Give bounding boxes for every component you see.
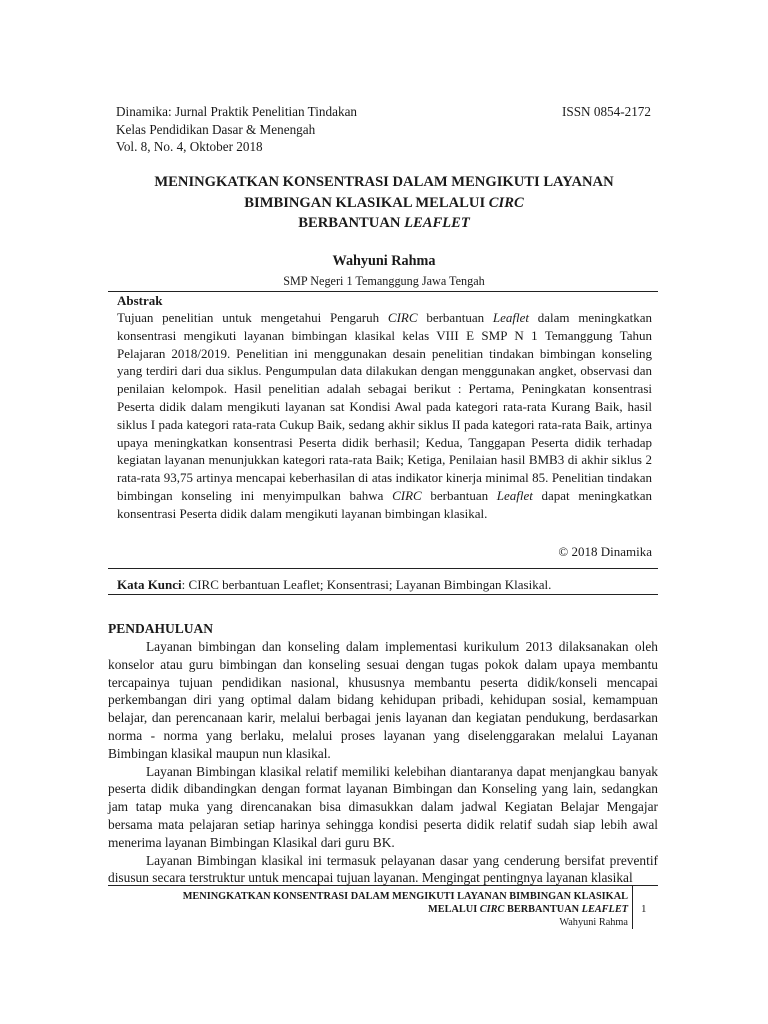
abstract-circ: CIRC <box>392 487 422 503</box>
title-circ: CIRC <box>488 194 524 211</box>
keywords-bottom-rule <box>108 594 658 595</box>
abstract-part: berbantuan <box>417 310 493 325</box>
journal-name: Dinamika: Jurnal Praktik Penelitian Tindakan <box>116 104 358 119</box>
title-line-2 <box>100 193 668 214</box>
footer-leaflet: LEAFLET <box>581 904 628 915</box>
abstract-part: dalam meningkatkan konsentrasi mengikuti layanan bimbingan klasikal kelas VIII E SMP N 1 Temanggung Tahun Pelajaran 2018/2019. Penelitian ini menggunakan desain penelitian tindakan bimbingan konseling yang terdiri dari dua siklus. Pengumpulan data dilakukan dengan menggunakan angket, observasi dan penilaian kelompok. Hasil penelitian adalah sebagai berikut : Pertama, Peningkatan konsentrasi Peserta didik dalam mengikuti layanan sat Kondisi Awal pada kategori rata-rata Kurang Baik, hasil siklus I pada kategori rata-rata Cukup Baik, sedang akhir siklus II pada kategori rata-rata Baik, artinya upaya meningkatkan konsentrasi Peserta didik berhasil; Kedua, Tanggapan Peserta didik terhadap kegiatan layanan menunjukkan kategori rata-rata Baik; Ketiga, Penilaian hasil BMB3 di akhir siklus 2 rata-rata 93,75 artinya mencapai keberhasilan di atas indikator kinerja minimal 85. Penelitian tindakan bimbingan konseling ini menyimpulkan bahwa <box>117 310 652 503</box>
abstract-part: dapat meningkatkan konsentrasi Peserta didik dalam mengikuti layanan bimbingan klasikal. <box>117 487 652 521</box>
copyright: © 2018 Dinamika <box>558 544 652 559</box>
footer-author: Wahyuni Rahma <box>559 917 628 928</box>
abstract-part: berbantuan <box>421 487 497 503</box>
abstract-top-rule <box>108 291 658 292</box>
journal-volume: Vol. 8, No. 4, Oktober 2018 <box>116 139 263 154</box>
footer-divider <box>632 885 633 929</box>
keywords-top-rule <box>108 568 658 569</box>
abstract-heading: Abstrak <box>117 293 163 308</box>
title-line-3 <box>100 213 668 234</box>
paragraph: Layanan Bimbingan klasikal relatif memiliki kelebihan diantaranya dapat menjangkau banyak peserta didik dibandingkan dengan format layanan Bimbingan dan Konseling yang lain, sedangkan jam tatap muka yang direncanakan bisa dimasukkan dalam jadwal Kegiatan Belajar Mengajar bersama mata pelajaran setiap harinya sehingga kondisi peserta didik relatif sudah siap lebih awal menerima layanan Bimbingan Klasikal dari guru BK. <box>108 763 658 850</box>
abstract-part: Tujuan penelitian untuk mengetahui Pengaruh <box>117 310 388 325</box>
journal-info <box>116 103 357 156</box>
keywords-label: Kata Kunci <box>117 577 182 592</box>
abstract-leaflet: Leaflet <box>496 487 533 503</box>
title-line-2-text: BIMBINGAN KLASIKAL MELALUI <box>244 194 489 211</box>
section-heading: PENDAHULUAN <box>108 621 214 636</box>
title-line-3-text: BERBANTUAN <box>298 215 405 231</box>
paragraph: Layanan Bimbingan klasikal ini termasuk pelayanan dasar yang cenderung bersifat preventif disusun secara terstruktur untuk mencapai tujuan layanan. Mengingat pentingnya layanan klasikal <box>108 852 658 886</box>
keywords <box>117 577 551 593</box>
page-number: 1 <box>641 903 647 915</box>
abstract-circ: CIRC <box>387 310 418 325</box>
author-affiliation: SMP Negeri 1 Temanggung Jawa Tengah <box>283 274 485 288</box>
footer-circ: CIRC <box>479 904 505 915</box>
running-footer <box>108 890 628 929</box>
footer-rule <box>108 885 658 886</box>
footer-title-line-2 <box>108 903 628 916</box>
keywords-text: : CIRC berbantuan Leaflet; Konsentrasi; Layanan Bimbingan Klasikal. <box>181 577 552 592</box>
footer-title-line-1: MENINGKATKAN KONSENTRASI DALAM MENGIKUTI LAYANAN BIMBINGAN KLASIKAL <box>182 891 628 902</box>
abstract-leaflet: Leaflet <box>492 310 529 325</box>
footer-part: MELALUI <box>428 904 480 915</box>
abstract-text <box>117 309 652 523</box>
title-leaflet: LEAFLET <box>404 215 470 231</box>
title-line-1: MENINGKATKAN KONSENTRASI DALAM MENGIKUTI LAYANAN <box>154 174 614 190</box>
footer-part: BERBANTUAN <box>504 904 582 915</box>
author-name: Wahyuni Rahma <box>332 253 436 269</box>
paragraph: Layanan bimbingan dan konseling dalam implementasi kurikulum 2013 dilaksanakan oleh konselor atau guru bimbingan dan konseling sesuai dengan tugas pokok dalam upaya membantu tercapainya tujuan pendidikan nasional, khususnya membantu peserta didik/konseli mencapai perkembangan diri yang optimal dalam bidang kehidupan pribadi, kehidupan sosial, kemampuan belajar, dan perencanaan karir, melalui berbagai jenis layanan dan kegiatan pendukung, berdasarkan norma - norma yang berlaku, melalui proses layanan yang diselenggarakan melalui Layanan Bimbingan klasikal maupun nun klasikal. <box>108 639 658 761</box>
paper-title <box>100 172 668 234</box>
section-body <box>108 638 658 887</box>
issn: ISSN 0854-2172 <box>561 104 651 119</box>
journal-subtitle: Kelas Pendidikan Dasar & Menengah <box>116 121 316 137</box>
